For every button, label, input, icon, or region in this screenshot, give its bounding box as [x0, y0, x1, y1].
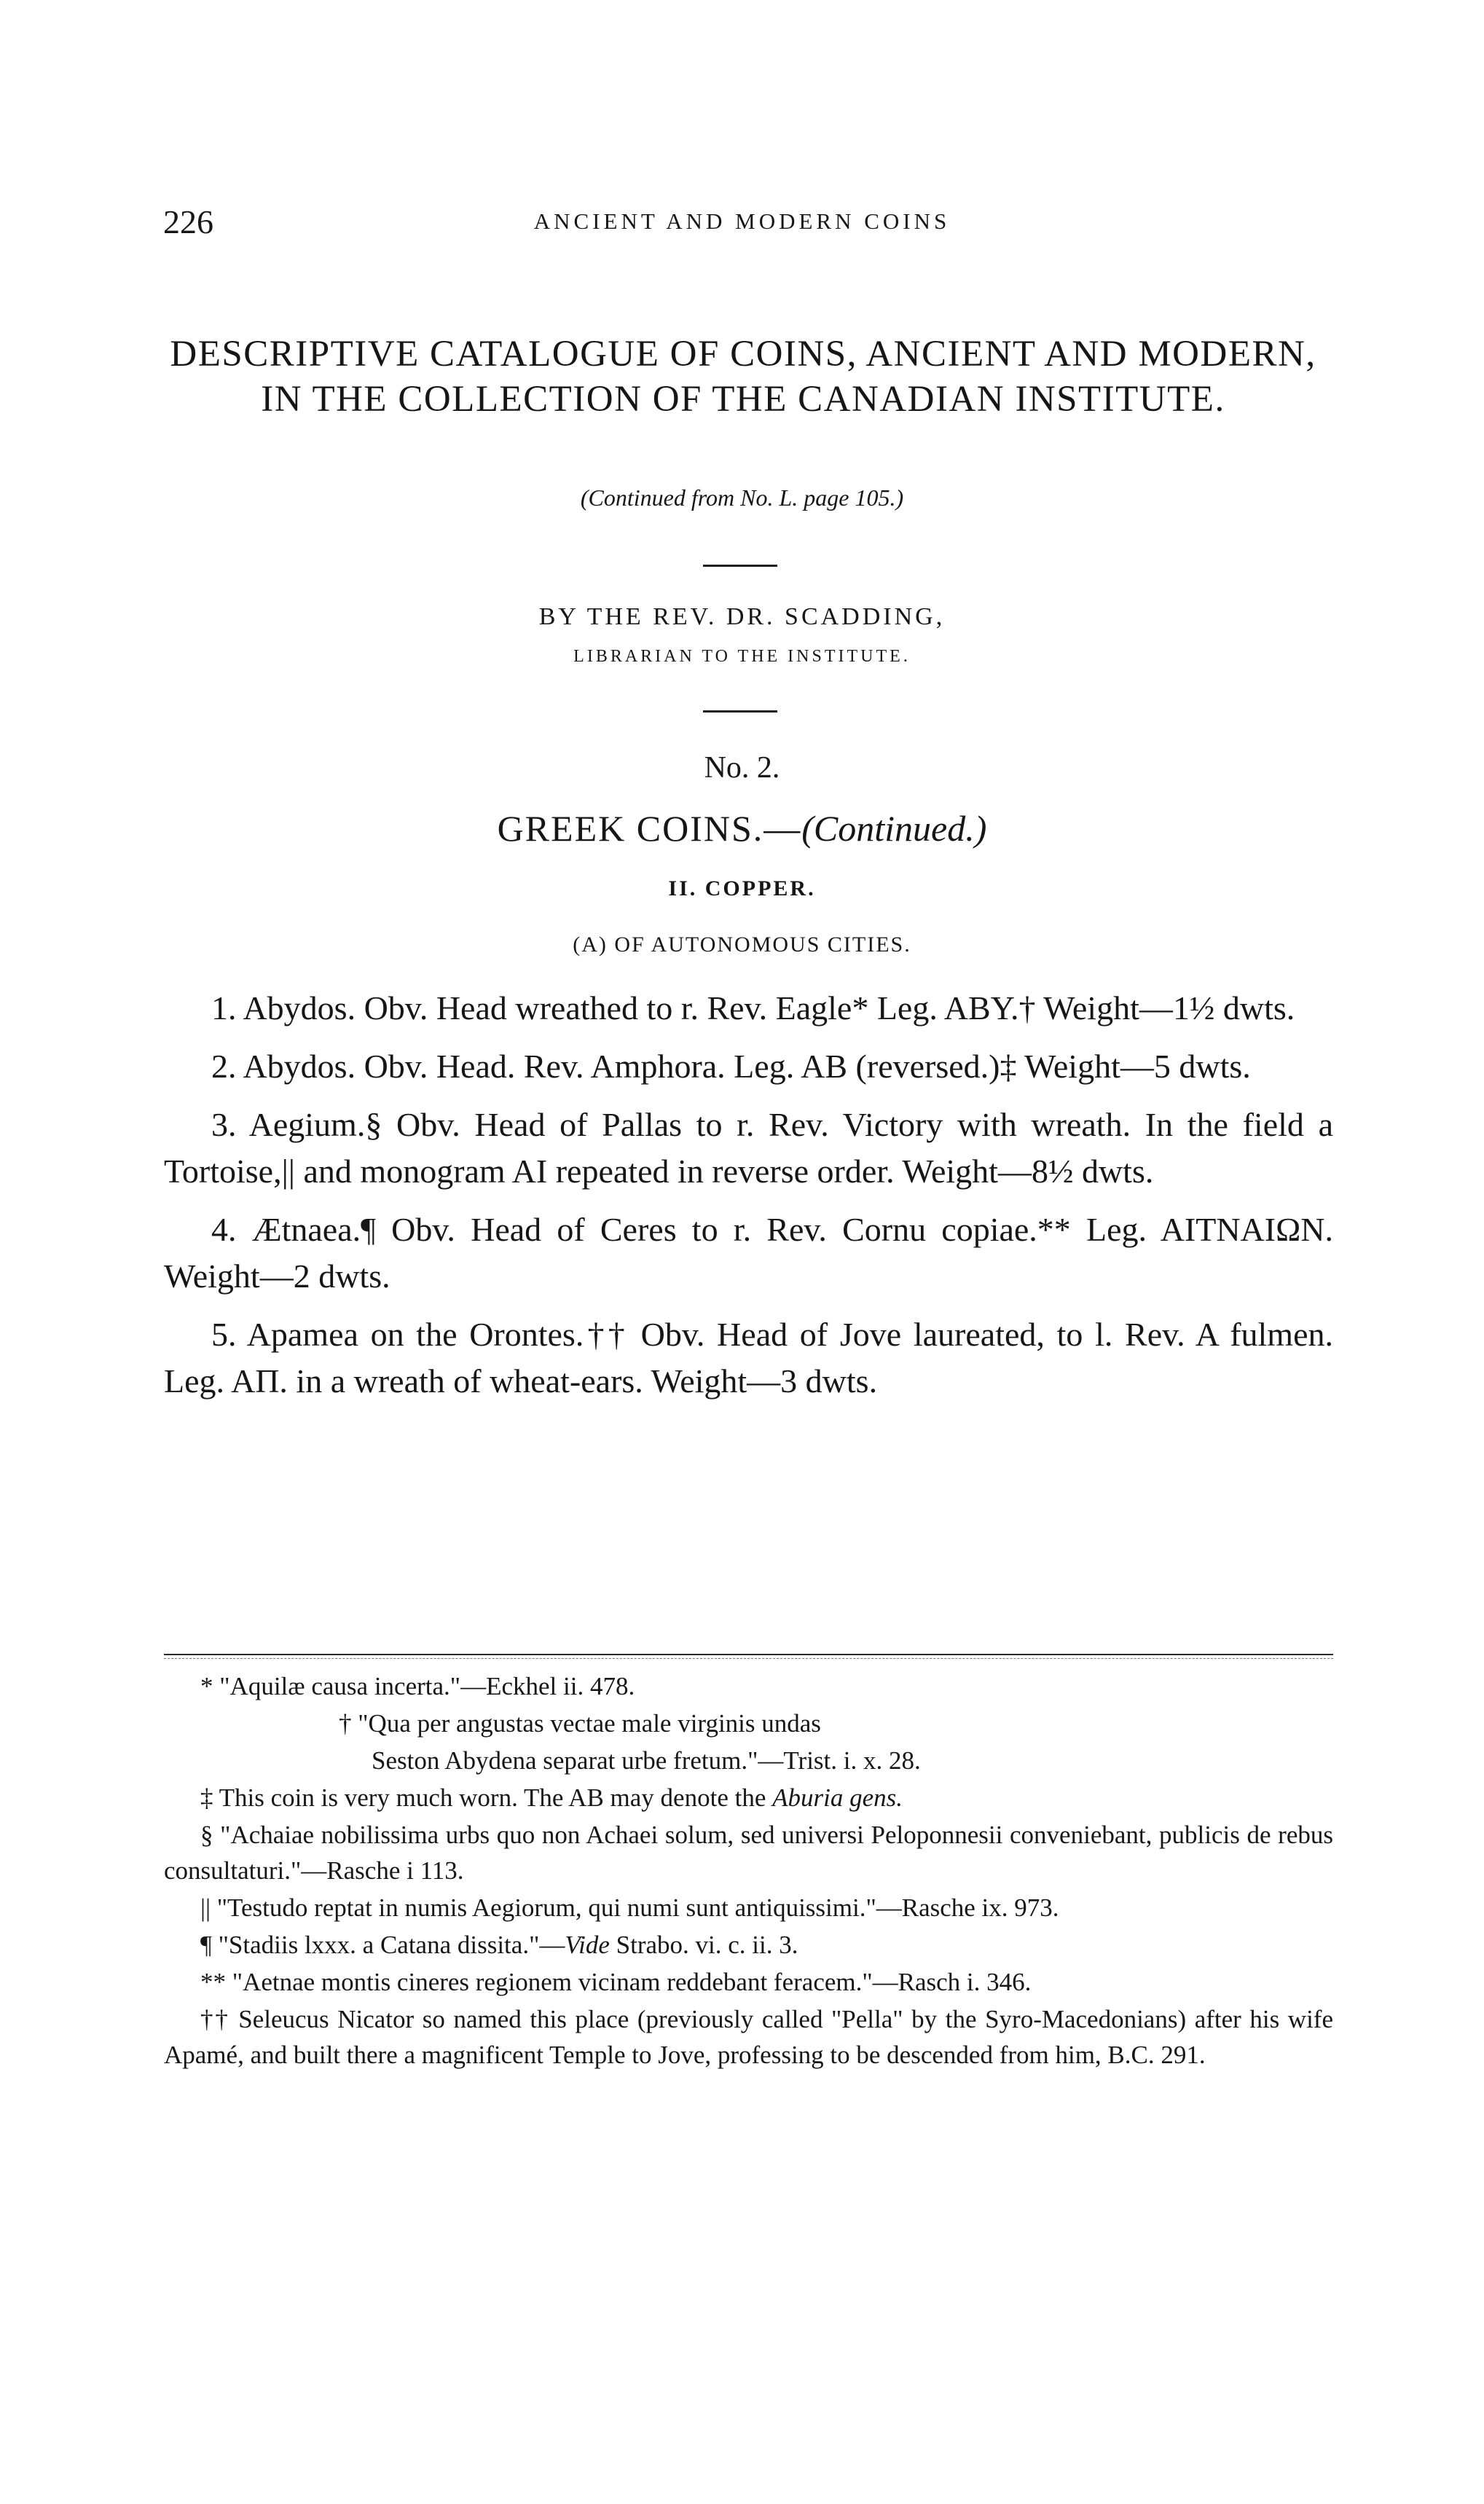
footnote: ** "Aetnae montis cineres regionem vicinam reddebant feracem."—Rasch i. 346. [200, 1968, 1032, 1996]
footnote-italic: Aburia gens. [772, 1783, 903, 1812]
footnote-italic: Vide [565, 1931, 610, 1959]
footnote-text: Strabo. vi. c. ii. 3. [609, 1931, 798, 1959]
catalogue-title: DESCRIPTIVE CATALOGUE OF COINS, ANCIENT AND MODERN, IN THE COLLECTION OF THE CANADIAN INSTITUTE. [170, 334, 1316, 420]
footnote [164, 1780, 1333, 1816]
coin-entries [164, 985, 1333, 1416]
continued-note: (Continued from No. L. page 105.) [580, 484, 904, 511]
footnote-continuation: Seston Abydena separat urbe fretum."—Trist. i. x. 28. [372, 1746, 921, 1775]
title-rule [703, 565, 777, 567]
subsection-heading: II. COPPER. [668, 876, 816, 900]
coin-entry: 4. Ætnaea.¶ Obv. Head of Ceres to r. Rev. Cornu copiae.** Leg. AITNAIΩN. Weight—2 dwts. [164, 1211, 1333, 1295]
section-number: No. 2. [704, 751, 780, 785]
coin-entry: 2. Abydos. Obv. Head. Rev. Amphora. Leg. AB (reversed.)‡ Weight—5 dwts. [211, 1048, 1251, 1085]
coin-entry: 3. Aegium.§ Obv. Head of Pallas to r. Rev. Victory with wreath. In the field a Tortoise,|| and monogram AI repeated in reverse order. Weight—8½ dwts. [164, 1106, 1333, 1190]
footnote: § "Achaiae nobilissima urbs quo non Achaei solum, sed universi Peloponnesii conveniebant, publicis de rebus consultaturi."—Rasche i 113. [164, 1821, 1333, 1885]
section-title-text: GREEK COINS.— [497, 808, 802, 849]
footnote: †† Seleucus Nicator so named this place (previously called "Pella" by the Syro-Macedonians) after his wife Apamé, and built there a magnificent Temple to Jove, professing to be descended from him, B.C. 291. [164, 2005, 1333, 2069]
section-title-continued: (Continued.) [801, 808, 987, 849]
coin-entry: 1. Abydos. Obv. Head wreathed to r. Rev. Eagle* Leg. ABY.† Weight—1½ dwts. [211, 989, 1295, 1027]
author-role: LIBRARIAN TO THE INSTITUTE. [573, 647, 911, 666]
footnote: * "Aquilæ causa incerta."—Eckhel ii. 478. [200, 1672, 635, 1700]
footnote-divider-dashed [164, 1658, 1333, 1659]
footnote: || "Testudo reptat in numis Aegiorum, qui numi sunt antiquissimi."—Rasche ix. 973. [200, 1893, 1059, 1922]
footnote: † "Qua per angustas vectae male virginis undas [339, 1709, 821, 1738]
coin-entry: 5. Apamea on the Orontes.†† Obv. Head of Jove laureated, to l. Rev. A fulmen. Leg. AΠ. in a wreath of wheat-ears. Weight—3 dwts. [164, 1316, 1333, 1400]
author-line: BY THE REV. DR. SCADDING, [538, 603, 946, 630]
section-title [0, 807, 1484, 849]
footnote [164, 1927, 1333, 1963]
running-title: ANCIENT AND MODERN COINS [533, 208, 951, 234]
footnote-text: ¶ "Stadiis lxxx. a Catana dissita."— [200, 1931, 565, 1959]
footnotes [164, 1668, 1333, 2074]
author-rule [703, 710, 777, 713]
subsubsection-heading: (A) OF AUTONOMOUS CITIES. [573, 933, 911, 957]
footnote-text: ‡ This coin is very much worn. The AB may denote the [200, 1783, 773, 1812]
footnote-divider [164, 1654, 1333, 1655]
running-head [163, 203, 1321, 246]
page-number: 226 [163, 203, 213, 240]
